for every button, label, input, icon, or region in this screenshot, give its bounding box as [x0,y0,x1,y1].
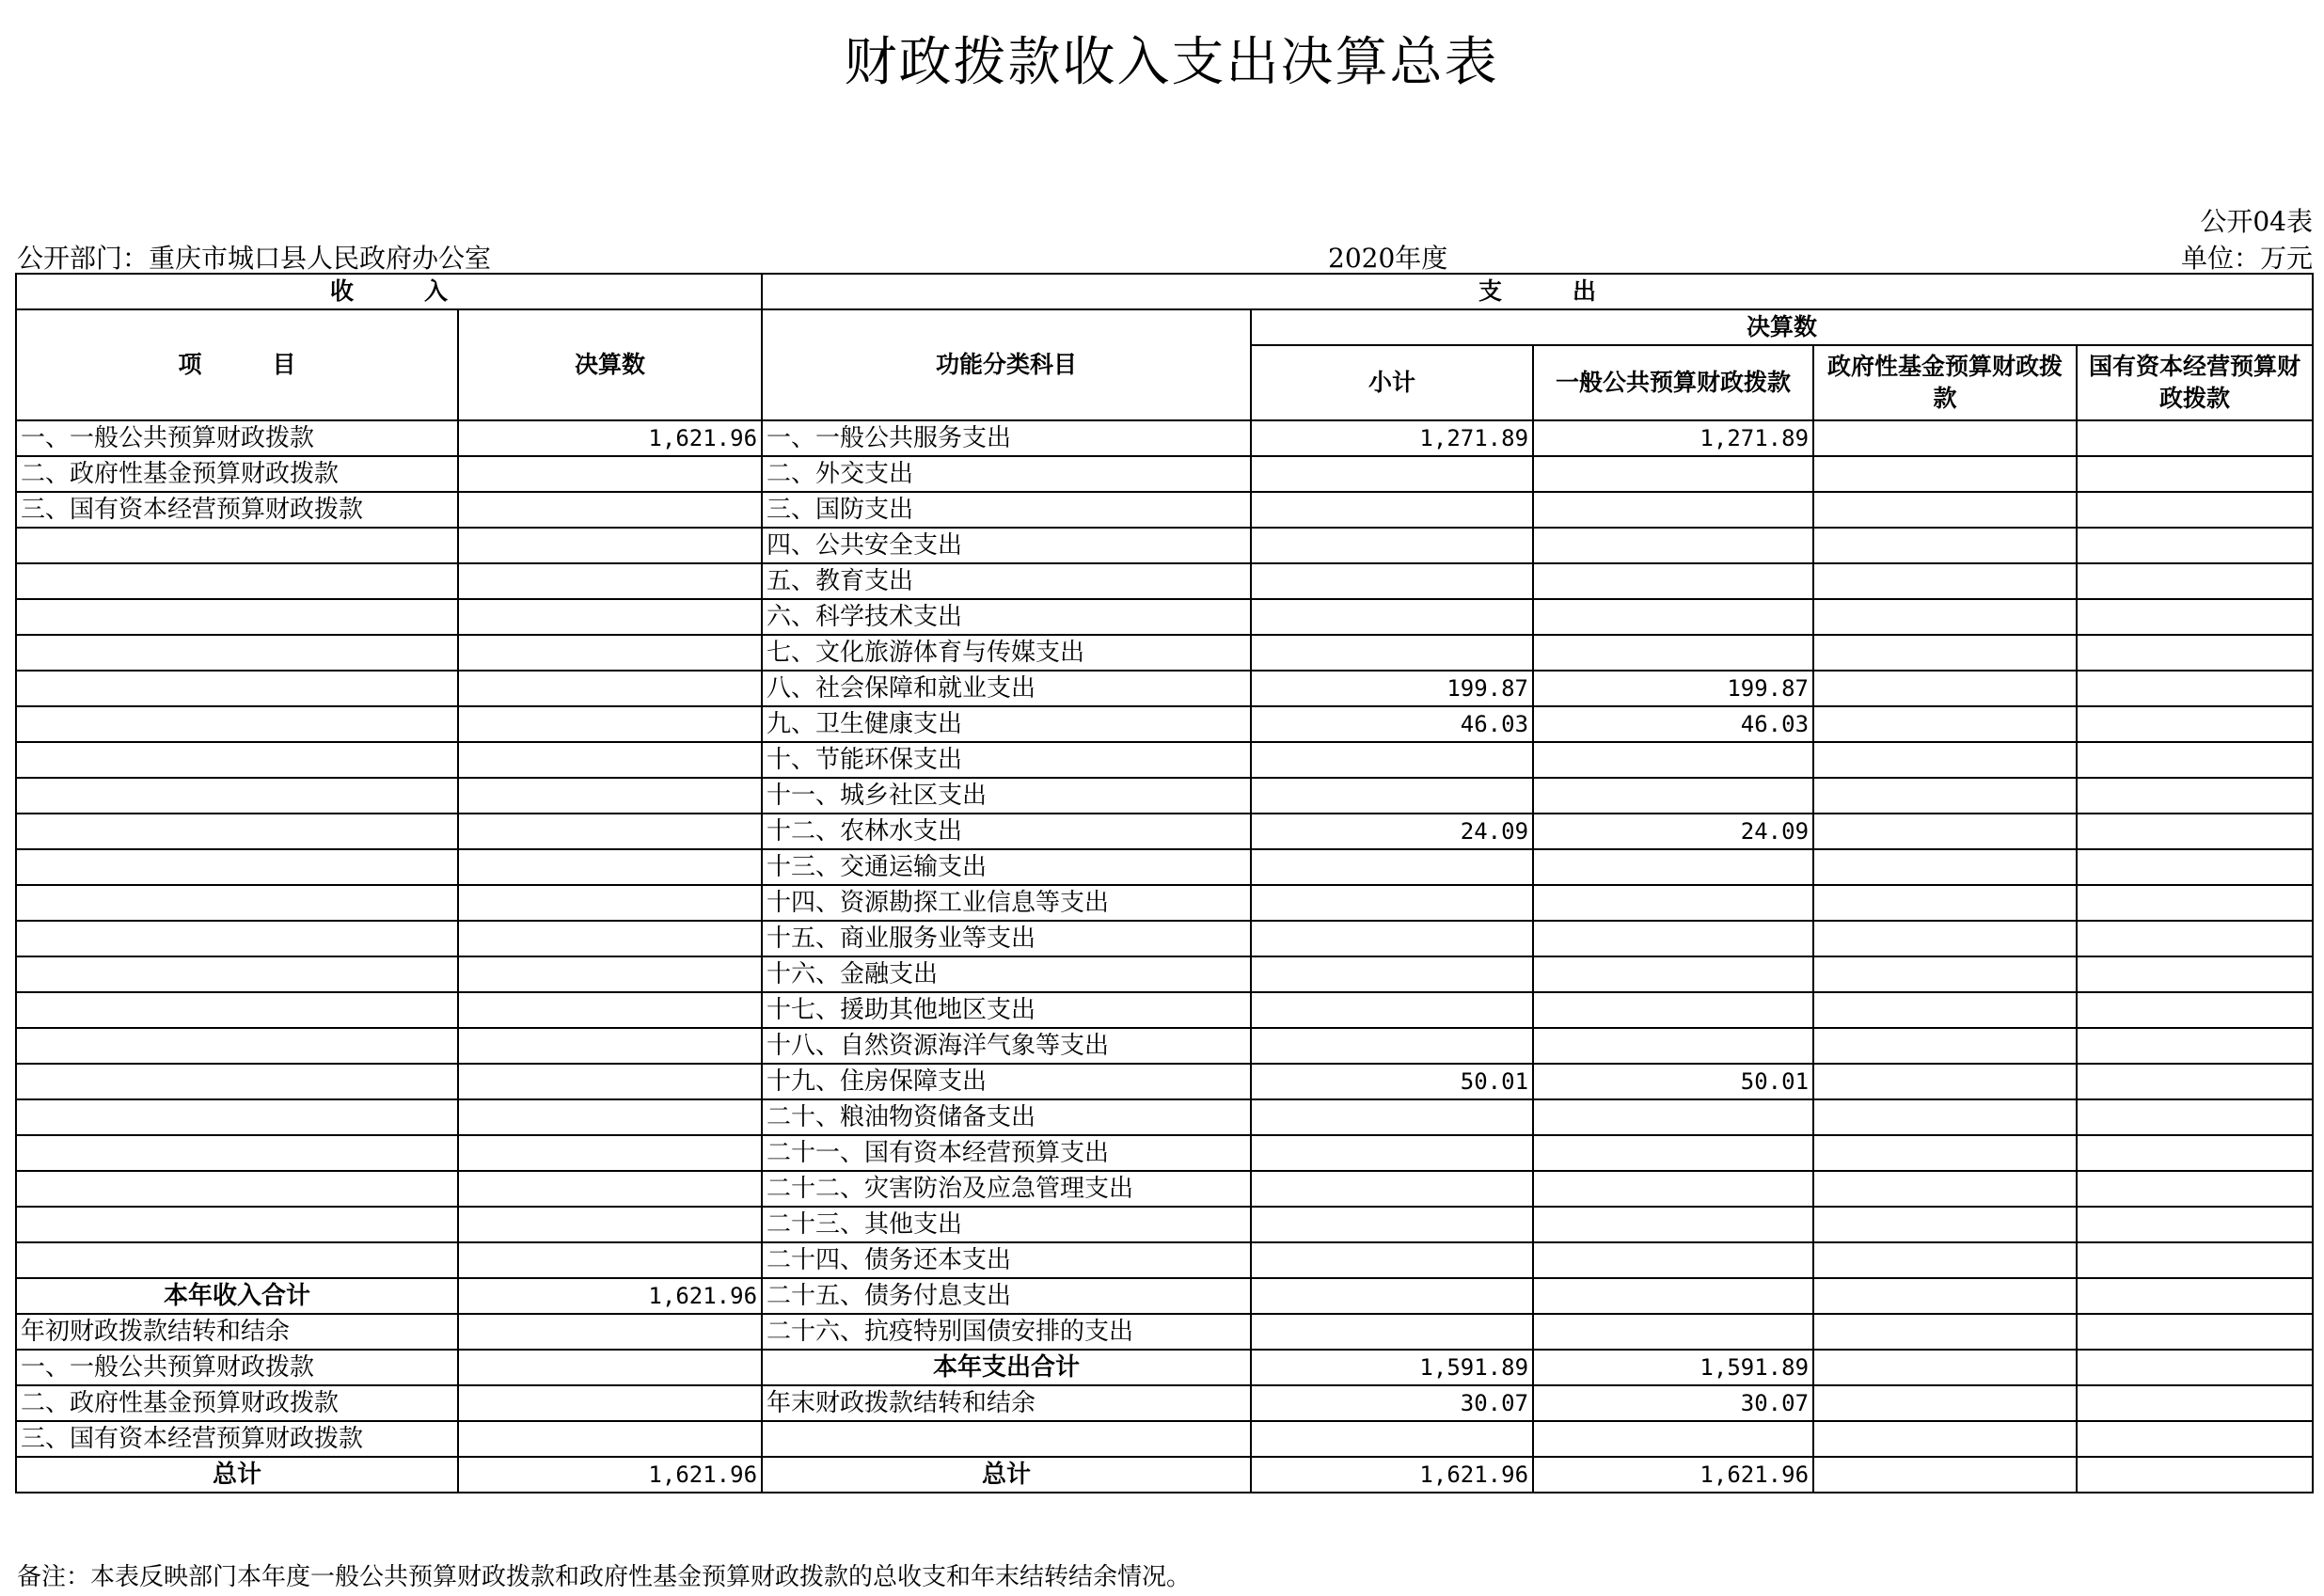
general-budget-cell: 50.01 [1533,1064,1813,1099]
table-row [16,1242,2313,1278]
income-item-cell [16,992,458,1028]
subtotal-cell [1251,528,1533,563]
income-item-cell [16,1028,458,1064]
income-item-cell [16,1135,458,1171]
income-amount-cell [458,956,762,992]
subtotal-cell [1251,849,1533,885]
general-budget-cell [1533,849,1813,885]
income-amount-cell [458,814,762,849]
gov-fund-cell [1813,1135,2077,1171]
table-row [16,706,2313,742]
general-budget-cell [1533,563,1813,599]
state-capital-cell [2077,1385,2313,1421]
general-budget-cell [1533,1278,1813,1314]
income-item-cell [16,1099,458,1135]
header-final-amount: 决算数 [1251,309,2313,345]
income-amount-cell [458,456,762,492]
income-amount-cell [458,778,762,814]
subtotal-cell [1251,1278,1533,1314]
general-budget-cell [1533,528,1813,563]
table-row [16,563,2313,599]
income-item-cell [16,1242,458,1278]
gov-fund-cell [1813,956,2077,992]
header-state-capital: 国有资本经营预算财政拨款 [2077,345,2313,420]
gov-fund-cell [1813,1207,2077,1242]
income-item-cell [16,849,458,885]
subtotal-cell [1251,599,1533,635]
state-capital-cell [2077,1171,2313,1207]
header-amount: 决算数 [458,309,762,420]
gov-fund-cell [1813,921,2077,956]
expense-item-cell: 二、外交支出 [762,456,1251,492]
table-row [16,1385,2313,1421]
expense-item-cell: 二十四、债务还本支出 [762,1242,1251,1278]
general-budget-cell [1533,742,1813,778]
gov-fund-cell [1813,1099,2077,1135]
state-capital-cell [2077,635,2313,671]
subtotal-cell: 199.87 [1251,671,1533,706]
income-item-cell [16,635,458,671]
subtotal-cell [1251,1028,1533,1064]
gov-fund-cell [1813,456,2077,492]
income-item-cell: 本年收入合计 [16,1278,458,1314]
state-capital-cell [2077,1135,2313,1171]
subtotal-cell [1251,1421,1533,1457]
expense-item-cell: 五、教育支出 [762,563,1251,599]
income-item-cell [16,563,458,599]
subtotal-cell: 1,621.96 [1251,1457,1533,1493]
general-budget-cell [1533,1099,1813,1135]
subtotal-cell: 24.09 [1251,814,1533,849]
subtotal-cell [1251,1242,1533,1278]
gov-fund-cell [1813,420,2077,456]
income-item-cell [16,778,458,814]
general-budget-cell: 46.03 [1533,706,1813,742]
expense-item-cell: 八、社会保障和就业支出 [762,671,1251,706]
income-amount-cell: 1,621.96 [458,420,762,456]
state-capital-cell [2077,1314,2313,1350]
income-item-cell [16,921,458,956]
expense-item-cell: 十八、自然资源海洋气象等支出 [762,1028,1251,1064]
gov-fund-cell [1813,1421,2077,1457]
general-budget-cell [1533,778,1813,814]
general-budget-cell: 30.07 [1533,1385,1813,1421]
state-capital-cell [2077,456,2313,492]
table-row [16,420,2313,456]
income-amount-cell [458,1099,762,1135]
income-item-cell: 二、政府性基金预算财政拨款 [16,456,458,492]
year-label: 2020年度 [1328,243,1448,274]
subtotal-cell [1251,921,1533,956]
income-item-cell: 总计 [16,1457,458,1493]
subtotal-cell [1251,956,1533,992]
table-row [16,635,2313,671]
table-row [16,992,2313,1028]
gov-fund-cell [1813,528,2077,563]
subtotal-cell [1251,992,1533,1028]
table-row [16,921,2313,956]
subtotal-cell: 1,271.89 [1251,420,1533,456]
expense-item-cell: 二十三、其他支出 [762,1207,1251,1242]
state-capital-cell [2077,563,2313,599]
expense-item-cell: 十五、商业服务业等支出 [762,921,1251,956]
state-capital-cell [2077,742,2313,778]
income-amount-cell [458,1242,762,1278]
state-capital-cell [2077,885,2313,921]
income-item-cell [16,599,458,635]
general-budget-cell [1533,492,1813,528]
income-item-cell [16,742,458,778]
header-item: 项 目 [16,309,458,420]
header-income: 收 入 [16,274,762,309]
state-capital-cell [2077,671,2313,706]
income-item-cell [16,706,458,742]
general-budget-cell: 1,271.89 [1533,420,1813,456]
table-row [16,492,2313,528]
table-row [16,1207,2313,1242]
department-label: 公开部门：重庆市城口县人民政府办公室 [17,243,492,274]
expense-item-cell: 二十一、国有资本经营预算支出 [762,1135,1251,1171]
gov-fund-cell [1813,1457,2077,1493]
general-budget-cell [1533,956,1813,992]
income-item-cell: 年初财政拨款结转和结余 [16,1314,458,1350]
expense-item-cell: 总计 [762,1457,1251,1493]
gov-fund-cell [1813,1385,2077,1421]
subtotal-cell [1251,742,1533,778]
state-capital-cell [2077,1207,2313,1242]
gov-fund-cell [1813,492,2077,528]
gov-fund-cell [1813,1064,2077,1099]
general-budget-cell [1533,1421,1813,1457]
general-budget-cell [1533,635,1813,671]
income-item-cell [16,885,458,921]
table-row [16,1064,2313,1099]
income-amount-cell [458,1350,762,1385]
gov-fund-cell [1813,671,2077,706]
state-capital-cell [2077,492,2313,528]
general-budget-cell: 1,591.89 [1533,1350,1813,1385]
income-item-cell: 三、国有资本经营预算财政拨款 [16,492,458,528]
expense-item-cell: 十一、城乡社区支出 [762,778,1251,814]
table-row [16,671,2313,706]
state-capital-cell [2077,1350,2313,1385]
state-capital-cell [2077,1242,2313,1278]
state-capital-cell [2077,528,2313,563]
subtotal-cell [1251,778,1533,814]
gov-fund-cell [1813,563,2077,599]
table-row [16,1421,2313,1457]
income-item-cell: 一、一般公共预算财政拨款 [16,1350,458,1385]
table-row [16,528,2313,563]
state-capital-cell [2077,599,2313,635]
income-amount-cell [458,706,762,742]
income-amount-cell [458,492,762,528]
subtotal-cell [1251,1207,1533,1242]
general-budget-cell [1533,1028,1813,1064]
table-row [16,956,2313,992]
income-amount-cell [458,742,762,778]
income-amount-cell [458,849,762,885]
gov-fund-cell [1813,706,2077,742]
gov-fund-cell [1813,992,2077,1028]
income-amount-cell [458,1421,762,1457]
expense-item-cell: 年末财政拨款结转和结余 [762,1385,1251,1421]
expense-item-cell: 二十二、灾害防治及应急管理支出 [762,1171,1251,1207]
income-amount-cell [458,1135,762,1171]
state-capital-cell [2077,1457,2313,1493]
expense-item-cell: 七、文化旅游体育与传媒支出 [762,635,1251,671]
table-row [16,599,2313,635]
expense-item-cell: 二十、粮油物资储备支出 [762,1099,1251,1135]
income-amount-cell [458,563,762,599]
subtotal-cell: 50.01 [1251,1064,1533,1099]
income-amount-cell [458,1028,762,1064]
state-capital-cell [2077,1278,2313,1314]
general-budget-cell [1533,1171,1813,1207]
state-capital-cell [2077,849,2313,885]
table-row [16,1028,2313,1064]
subtotal-cell [1251,563,1533,599]
state-capital-cell [2077,706,2313,742]
table-row [16,1099,2313,1135]
expense-item-cell: 二十五、债务付息支出 [762,1278,1251,1314]
income-amount-cell [458,1385,762,1421]
income-item-cell [16,1064,458,1099]
state-capital-cell [2077,1028,2313,1064]
expense-item-cell: 三、国防支出 [762,492,1251,528]
state-capital-cell [2077,956,2313,992]
gov-fund-cell [1813,849,2077,885]
income-item-cell: 一、一般公共预算财政拨款 [16,420,458,456]
income-amount-cell [458,599,762,635]
gov-fund-cell [1813,778,2077,814]
expense-item-cell: 十七、援助其他地区支出 [762,992,1251,1028]
income-item-cell [16,528,458,563]
subtotal-cell [1251,635,1533,671]
gov-fund-cell [1813,635,2077,671]
general-budget-cell: 199.87 [1533,671,1813,706]
income-item-cell [16,814,458,849]
state-capital-cell [2077,420,2313,456]
table-row [16,849,2313,885]
income-amount-cell [458,528,762,563]
subtotal-cell [1251,1135,1533,1171]
subtotal-cell: 1,591.89 [1251,1350,1533,1385]
general-budget-cell: 24.09 [1533,814,1813,849]
expense-item-cell: 十、节能环保支出 [762,742,1251,778]
header-expense: 支 出 [762,274,2313,309]
income-amount-cell [458,921,762,956]
state-capital-cell [2077,1421,2313,1457]
form-id: 公开04表 [2200,206,2313,237]
page-title: 财政拨款收入支出决算总表 [844,32,1499,93]
state-capital-cell [2077,921,2313,956]
gov-fund-cell [1813,1028,2077,1064]
general-budget-cell [1533,921,1813,956]
state-capital-cell [2077,814,2313,849]
expense-item-cell: 十二、农林水支出 [762,814,1251,849]
subtotal-cell: 30.07 [1251,1385,1533,1421]
income-amount-cell [458,1314,762,1350]
income-amount-cell [458,1207,762,1242]
subtotal-cell: 46.03 [1251,706,1533,742]
subtotal-cell [1251,1099,1533,1135]
gov-fund-cell [1813,1278,2077,1314]
general-budget-cell [1533,885,1813,921]
expense-item-cell: 一、一般公共服务支出 [762,420,1251,456]
income-amount-cell [458,1171,762,1207]
income-item-cell: 三、国有资本经营预算财政拨款 [16,1421,458,1457]
header-category: 功能分类科目 [762,309,1251,420]
table-row [16,814,2313,849]
subtotal-cell [1251,456,1533,492]
general-budget-cell [1533,1207,1813,1242]
table-row [16,885,2313,921]
header-gov-fund: 政府性基金预算财政拨款 [1813,345,2077,420]
state-capital-cell [2077,1099,2313,1135]
table-row [16,1278,2313,1314]
gov-fund-cell [1813,814,2077,849]
general-budget-cell [1533,456,1813,492]
expense-item-cell: 四、公共安全支出 [762,528,1251,563]
general-budget-cell [1533,1242,1813,1278]
unit-label: 单位：万元 [2180,243,2313,274]
expense-item-cell: 本年支出合计 [762,1350,1251,1385]
subtotal-cell [1251,1171,1533,1207]
expense-item-cell: 十九、住房保障支出 [762,1064,1251,1099]
general-budget-cell: 1,621.96 [1533,1457,1813,1493]
gov-fund-cell [1813,1350,2077,1385]
footnote: 备注：本表反映部门本年度一般公共预算财政拨款和政府性基金预算财政拨款的总收支和年末结转结余情况。 [17,1563,1192,1591]
state-capital-cell [2077,992,2313,1028]
table-row [16,1135,2313,1171]
income-item-cell: 二、政府性基金预算财政拨款 [16,1385,458,1421]
income-amount-cell [458,671,762,706]
state-capital-cell [2077,1064,2313,1099]
state-capital-cell [2077,778,2313,814]
gov-fund-cell [1813,885,2077,921]
expense-item-cell: 九、卫生健康支出 [762,706,1251,742]
income-amount-cell [458,1064,762,1099]
table-row [16,778,2313,814]
income-amount-cell: 1,621.96 [458,1457,762,1493]
expense-item-cell: 十六、金融支出 [762,956,1251,992]
expense-item-cell: 十四、资源勘探工业信息等支出 [762,885,1251,921]
expense-item-cell: 二十六、抗疫特别国债安排的支出 [762,1314,1251,1350]
subtotal-cell [1251,885,1533,921]
budget-table [15,273,2314,1493]
gov-fund-cell [1813,1242,2077,1278]
table-row [16,1314,2313,1350]
subtotal-cell [1251,492,1533,528]
gov-fund-cell [1813,742,2077,778]
income-item-cell [16,1171,458,1207]
expense-item-cell: 六、科学技术支出 [762,599,1251,635]
table-row [16,456,2313,492]
general-budget-cell [1533,599,1813,635]
income-item-cell [16,671,458,706]
gov-fund-cell [1813,1171,2077,1207]
expense-item-cell [762,1421,1251,1457]
table-row [16,1171,2313,1207]
income-amount-cell: 1,621.96 [458,1278,762,1314]
gov-fund-cell [1813,599,2077,635]
income-item-cell [16,1207,458,1242]
header-general-budget: 一般公共预算财政拨款 [1533,345,1813,420]
table-row [16,1350,2313,1385]
income-amount-cell [458,992,762,1028]
subtotal-cell [1251,1314,1533,1350]
general-budget-cell [1533,1314,1813,1350]
table-row [16,1457,2313,1493]
income-amount-cell [458,885,762,921]
table-row [16,742,2313,778]
general-budget-cell [1533,1135,1813,1171]
income-item-cell [16,956,458,992]
header-subtotal: 小计 [1251,345,1533,420]
income-amount-cell [458,635,762,671]
expense-item-cell: 十三、交通运输支出 [762,849,1251,885]
general-budget-cell [1533,992,1813,1028]
gov-fund-cell [1813,1314,2077,1350]
